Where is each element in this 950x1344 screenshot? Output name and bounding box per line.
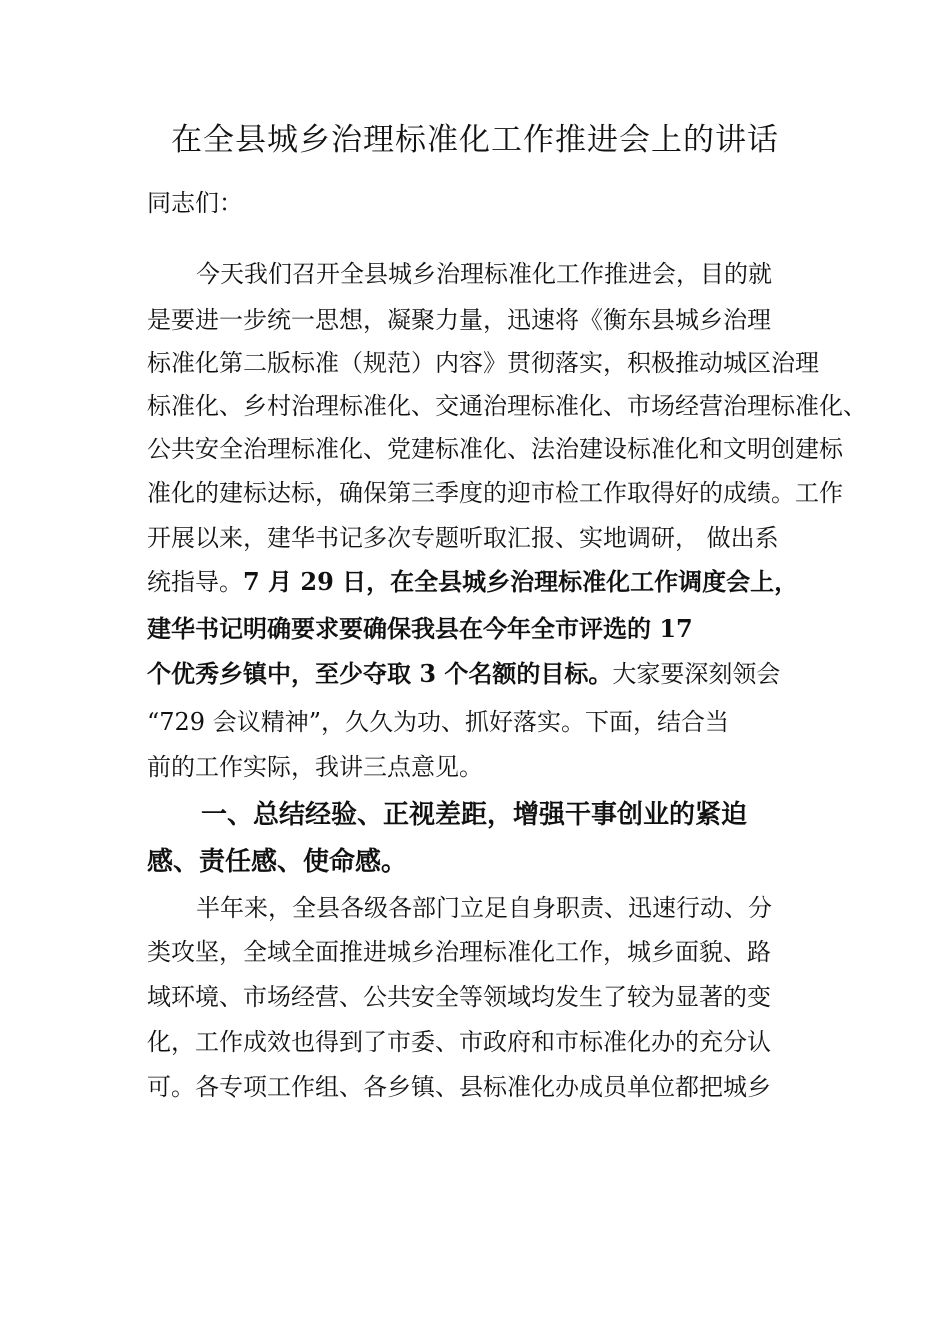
paragraph-1-line: 今天我们召开全县城乡治理标准化工作推进会，目的就	[196, 260, 772, 288]
paragraph-1-line: 准化的建标达标，确保第三季度的迎市检工作取得好的成绩。工作	[147, 479, 843, 507]
bold-emphasis-text: 7 月 29 日，在全县城乡治理标准化工作调度会上，	[243, 567, 799, 596]
paragraph-1-line	[147, 565, 798, 599]
paragraph-1-line: 开展以来，建华书记多次专题听取汇报、实地调研， 做出系	[147, 524, 779, 552]
paragraph-2-line: 半年来，全县各级各部门立足自身职责、迅速行动、分	[196, 894, 772, 922]
paragraph-2-line: 化，工作成效也得到了市委、市政府和市标准化办的充分认	[147, 1028, 771, 1056]
paragraph-1-line: 是要进一步统一思想，凝聚力量，迅速将《衡东县城乡治理	[147, 306, 771, 334]
paragraph-2-line: 类攻坚，全域全面推进城乡治理标准化工作，城乡面貌、路	[147, 938, 771, 966]
salutation: 同志们：	[147, 189, 243, 217]
paragraph-1-line: “729 会议精神”，久久为功、抓好落实。下面，结合当	[147, 708, 729, 736]
bold-emphasis-text: 个优秀乡镇中，至少夺取 3 个名额的目标。	[147, 659, 613, 688]
section-heading-line: 一、总结经验、正视差距，增强干事创业的紧迫	[201, 800, 748, 830]
document-title: 在全县城乡治理标准化工作推进会上的讲话	[171, 122, 779, 158]
bold-emphasis-line: 建华书记明确要求要确保我县在今年全市评选的 17	[147, 614, 693, 643]
paragraph-1-line: 标准化第二版标准（规范）内容》贯彻落实，积极推动城区治理	[147, 349, 819, 377]
paragraph-1-line	[147, 657, 780, 691]
normal-text: 大家要深刻领会	[612, 660, 781, 688]
section-heading-line: 感、责任感、使命感。	[147, 847, 408, 877]
paragraph-1-line: 公共安全治理标准化、党建标准化、法治建设标准化和文明创建标	[147, 435, 843, 463]
paragraph-2-line: 可。各专项工作组、各乡镇、县标准化办成员单位都把城乡	[147, 1073, 771, 1101]
paragraph-1-line: 前的工作实际，我讲三点意见。	[147, 753, 483, 781]
paragraph-1-line: 标准化、乡村治理标准化、交通治理标准化、市场经营治理标准化、	[147, 392, 867, 420]
normal-text: 统指导。	[147, 568, 243, 596]
paragraph-2-line: 域环境、市场经营、公共安全等领域均发生了较为显著的变	[147, 983, 771, 1011]
